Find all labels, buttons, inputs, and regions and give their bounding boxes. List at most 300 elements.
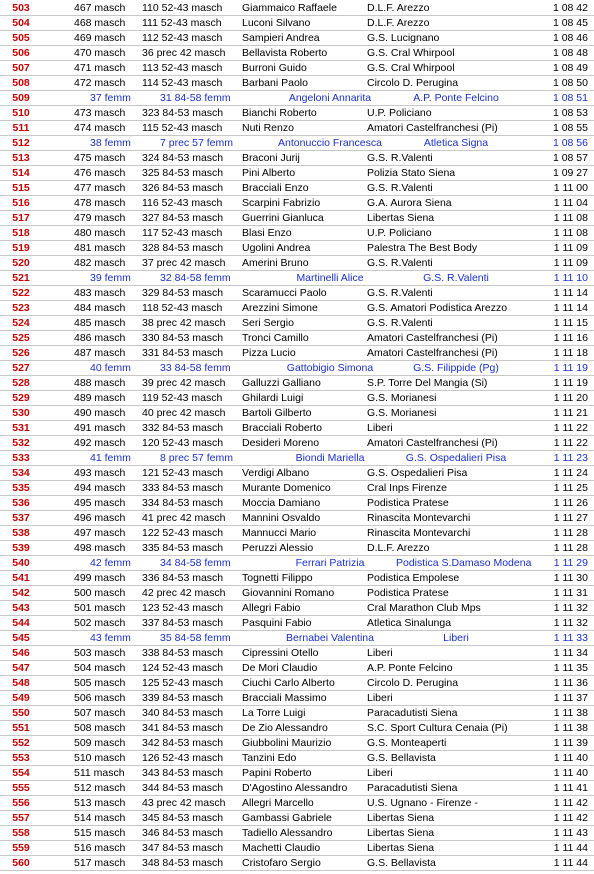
athlete-name-cell: Tognetti Filippo [242,572,313,584]
table-row [0,646,594,661]
overall-rank-cell: 511 masch [74,767,125,779]
club-cell: Cral Marathon Club Mps [367,602,481,614]
table-row [0,736,594,751]
category-rank-cell: 34 84-58 femm [160,557,231,569]
club-cell: G.S. Filippide (Pg) [413,362,499,374]
overall-rank-cell: 517 masch [74,857,126,869]
athlete-name-cell: D'Agostino Alessandro [242,782,348,794]
category-rank-cell: 334 84-53 masch [142,497,224,509]
finish-time-cell: 1 11 34 [553,647,588,659]
position-cell: 555 [12,782,30,794]
overall-rank-cell: 479 masch [74,212,126,224]
athlete-name-cell: Ghilardi Luigi [242,392,304,404]
overall-rank-cell: 472 masch [74,77,126,89]
finish-time-cell: 1 11 32 [553,602,588,614]
table-row [0,766,594,781]
club-cell: Paracadutisti Siena [367,707,458,719]
category-rank-cell: 336 84-53 masch [142,572,224,584]
finish-time-cell: 1 08 51 [552,92,588,104]
club-cell: Liberi [443,632,469,644]
club-cell: U.S. Ugnano - Firenze - [367,797,478,809]
athlete-name-cell: Desideri Moreno [242,437,320,449]
category-rank-cell: 341 84-53 masch [142,722,224,734]
overall-rank-cell: 41 femm [90,452,131,464]
athlete-name-cell: Allegri Marcello [242,797,314,809]
athlete-name-cell: Bianchi Roberto [242,107,317,119]
position-cell: 523 [12,302,30,314]
finish-time-cell: 1 11 39 [553,737,588,749]
athlete-name-cell: Cipressini Otello [242,647,319,659]
athlete-name-cell: Bernabei Valentina [286,632,374,644]
overall-rank-cell: 483 masch [74,287,126,299]
category-rank-cell: 38 prec 42 masch [142,317,226,329]
athlete-name-cell: Giubbolini Maurizio [242,737,332,749]
position-cell: 533 [12,452,30,464]
category-rank-cell: 125 52-43 masch [142,677,224,689]
category-rank-cell: 110 52-43 masch [142,2,223,14]
overall-rank-cell: 486 masch [74,332,126,344]
finish-time-cell: 1 11 42 [553,797,588,809]
athlete-name-cell: Tronci Camillo [242,332,309,344]
overall-rank-cell: 473 masch [74,107,126,119]
table-row [0,616,594,631]
athlete-name-cell: Bellavista Roberto [242,47,328,59]
category-rank-cell: 326 84-53 masch [142,182,224,194]
finish-time-cell: 1 11 04 [553,197,588,209]
table-row [0,421,594,436]
athlete-name-cell: Scarpini Fabrizio [242,197,321,209]
table-row [0,211,594,226]
category-rank-cell: 339 84-53 masch [142,692,224,704]
finish-time-cell: 1 11 40 [553,752,588,764]
category-rank-cell: 327 84-53 masch [142,212,224,224]
finish-time-cell: 1 11 21 [553,407,588,419]
finish-time-cell: 1 11 33 [553,632,588,644]
finish-time-cell: 1 11 19 [553,377,588,389]
table-row [0,556,594,571]
overall-rank-cell: 504 masch [74,662,126,674]
athlete-name-cell: Braconi Jurij [242,152,300,164]
overall-rank-cell: 497 masch [74,527,126,539]
overall-rank-cell: 506 masch [74,692,126,704]
category-rank-cell: 333 84-53 masch [142,482,224,494]
athlete-name-cell: De Mori Claudio [242,662,318,674]
finish-time-cell: 1 11 35 [553,662,588,674]
category-rank-cell: 323 84-53 masch [142,107,224,119]
position-cell: 512 [12,137,30,149]
athlete-name-cell: Ferrari Patrizia [295,557,365,569]
position-cell: 518 [12,227,30,239]
position-cell: 525 [12,332,30,344]
category-rank-cell: 348 84-53 masch [142,857,224,869]
position-cell: 546 [12,647,30,659]
category-rank-cell: 37 prec 42 masch [142,257,226,269]
club-cell: Amatori Castelfranchesi (Pi) [367,347,498,359]
finish-time-cell: 1 11 20 [553,392,588,404]
finish-time-cell: 1 11 38 [553,707,588,719]
club-cell: U.P. Policiano [367,227,432,239]
overall-rank-cell: 482 masch [74,257,126,269]
athlete-name-cell: Barbani Paolo [242,77,308,89]
finish-time-cell: 1 08 53 [552,107,588,119]
club-cell: Amatori Castelfranchesi (Pi) [367,437,498,449]
finish-time-cell: 1 08 46 [552,32,588,44]
athlete-name-cell: Moccia Damiano [242,497,321,509]
table-row [0,676,594,691]
finish-time-cell: 1 08 45 [552,17,588,29]
athlete-name-cell: Gattobigio Simona [286,362,374,374]
category-rank-cell: 119 52-43 masch [142,392,223,404]
athlete-name-cell: Peruzzi Alessio [242,542,314,554]
position-cell: 522 [12,287,30,299]
position-cell: 526 [12,347,30,359]
table-row [0,346,594,361]
finish-time-cell: 1 11 19 [553,362,588,374]
category-rank-cell: 346 84-53 masch [142,827,224,839]
category-rank-cell: 114 52-43 masch [142,77,223,89]
position-cell: 521 [12,272,30,284]
overall-rank-cell: 469 masch [74,32,126,44]
club-cell: G.S. Ospedalieri Pisa [367,467,468,479]
position-cell: 542 [12,587,30,599]
category-rank-cell: 39 prec 42 masch [142,377,226,389]
club-cell: Rinascita Montevarchi [367,512,471,524]
overall-rank-cell: 491 masch [74,422,126,434]
overall-rank-cell: 489 masch [74,392,126,404]
overall-rank-cell: 478 masch [74,197,126,209]
category-rank-cell: 8 prec 57 femm [160,452,233,464]
athlete-name-cell: Bartoli Gilberto [242,407,312,419]
club-cell: Podistica Pratese [367,587,449,599]
finish-time-cell: 1 11 08 [553,227,588,239]
athlete-name-cell: Murante Domenico [242,482,331,494]
athlete-name-cell: Amerini Bruno [242,257,309,269]
table-row [0,481,594,496]
club-cell: S.P. Torre Del Mangia (Si) [367,377,488,389]
category-rank-cell: 325 84-53 masch [142,167,224,179]
table-row [0,751,594,766]
athlete-name-cell: Machetti Claudio [242,842,321,854]
finish-time-cell: 1 11 42 [553,812,588,824]
club-cell: Paracadutisti Siena [367,782,458,794]
club-cell: G.S. Cral Whirpool [367,47,455,59]
athlete-name-cell: Pizza Lucio [242,347,296,359]
club-cell: G.S. Cral Whirpool [367,62,455,74]
athlete-name-cell: Giammaico Raffaele [242,2,337,14]
athlete-name-cell: Ciuchi Carlo Alberto [242,677,335,689]
category-rank-cell: 113 52-43 masch [142,62,223,74]
category-rank-cell: 337 84-53 masch [142,617,224,629]
finish-time-cell: 1 11 25 [553,482,588,494]
position-cell: 510 [12,107,30,119]
table-row [0,1,594,16]
category-rank-cell: 116 52-43 masch [142,197,223,209]
athlete-name-cell: Antonuccio Francesca [278,137,382,149]
athlete-name-cell: Pasquini Fabio [242,617,312,629]
club-cell: G.S. Ospedalieri Pisa [405,452,507,464]
finish-time-cell: 1 11 15 [553,317,588,329]
finish-time-cell: 1 11 36 [553,677,588,689]
table-row [0,91,594,106]
athlete-name-cell: Tadiello Alessandro [242,827,333,839]
overall-rank-cell: 494 masch [74,482,126,494]
finish-time-cell: 1 11 22 [553,437,588,449]
table-row [0,196,594,211]
club-cell: Liberi [367,422,393,434]
finish-time-cell: 1 11 22 [553,422,588,434]
finish-time-cell: 1 11 37 [553,692,588,704]
club-cell: G.S. Bellavista [367,752,436,764]
position-cell: 507 [12,62,30,74]
table-row [0,181,594,196]
table-row [0,151,594,166]
club-cell: G.A. Aurora Siena [367,197,452,209]
table-row [0,586,594,601]
finish-time-cell: 1 11 44 [553,857,588,869]
category-rank-cell: 31 84-58 femm [160,92,231,104]
table-row [0,376,594,391]
club-cell: Podistica Empolese [367,572,460,584]
finish-time-cell: 1 11 16 [553,332,588,344]
category-rank-cell: 343 84-53 masch [142,767,224,779]
overall-rank-cell: 477 masch [74,182,126,194]
category-rank-cell: 117 52-43 masch [142,227,223,239]
club-cell: G.S. R.Valenti [367,182,433,194]
table-row [0,106,594,121]
club-cell: U.P. Policiano [367,107,432,119]
position-cell: 556 [12,797,30,809]
club-cell: Palestra The Best Body [367,242,478,254]
category-rank-cell: 42 prec 42 masch [142,587,226,599]
table-row [0,241,594,256]
club-cell: Libertas Siena [367,842,435,854]
position-cell: 529 [12,392,30,404]
overall-rank-cell: 475 masch [74,152,126,164]
club-cell: Rinascita Montevarchi [367,527,471,539]
position-cell: 554 [12,767,30,779]
finish-time-cell: 1 11 44 [553,842,588,854]
table-row [0,496,594,511]
category-rank-cell: 43 prec 42 masch [142,797,226,809]
overall-rank-cell: 503 masch [74,647,126,659]
overall-rank-cell: 492 masch [74,437,126,449]
athlete-name-cell: Bracciali Roberto [242,422,322,434]
position-cell: 506 [12,47,30,59]
finish-time-cell: 1 11 28 [553,527,588,539]
category-rank-cell: 118 52-43 masch [142,302,223,314]
table-row [0,601,594,616]
table-row [0,796,594,811]
club-cell: Podistica S.Damaso Modena [396,557,532,569]
overall-rank-cell: 502 masch [74,617,126,629]
finish-time-cell: 1 11 14 [553,287,588,299]
table-row [0,511,594,526]
athlete-name-cell: Burroni Guido [242,62,307,74]
finish-time-cell: 1 08 49 [552,62,588,74]
athlete-name-cell: Bracciali Massimo [242,692,327,704]
table-row [0,361,594,376]
position-cell: 504 [12,17,30,29]
overall-rank-cell: 501 masch [74,602,126,614]
category-rank-cell: 324 84-53 masch [142,152,224,164]
category-rank-cell: 338 84-53 masch [142,647,224,659]
position-cell: 509 [12,92,30,104]
table-row [0,466,594,481]
position-cell: 505 [12,32,30,44]
category-rank-cell: 40 prec 42 masch [142,407,226,419]
finish-time-cell: 1 11 09 [553,242,588,254]
table-row [0,316,594,331]
table-row [0,271,594,286]
club-cell: G.S. R.Valenti [367,152,433,164]
overall-rank-cell: 516 masch [74,842,126,854]
club-cell: D.L.F. Arezzo [367,2,430,14]
position-cell: 527 [12,362,30,374]
category-rank-cell: 328 84-53 masch [142,242,224,254]
athlete-name-cell: Scaramucci Paolo [242,287,327,299]
club-cell: Atletica Signa [423,137,489,149]
overall-rank-cell: 499 masch [74,572,126,584]
finish-time-cell: 1 08 57 [552,152,588,164]
finish-time-cell: 1 11 40 [553,767,588,779]
category-rank-cell: 332 84-53 masch [142,422,224,434]
position-cell: 559 [12,842,30,854]
category-rank-cell: 126 52-43 masch [142,752,224,764]
category-rank-cell: 33 84-58 femm [160,362,231,374]
athlete-name-cell: Papini Roberto [242,767,312,779]
club-cell: G.S. Bellavista [367,857,436,869]
table-row [0,286,594,301]
overall-rank-cell: 484 masch [74,302,126,314]
overall-rank-cell: 509 masch [74,737,126,749]
club-cell: G.S. Morianesi [367,392,437,404]
category-rank-cell: 344 84-53 masch [142,782,224,794]
table-row [0,526,594,541]
table-row [0,391,594,406]
athlete-name-cell: Mannini Osvaldo [242,512,321,524]
athlete-name-cell: Seri Sergio [242,317,294,329]
table-row [0,811,594,826]
table-row [0,331,594,346]
category-rank-cell: 124 52-43 masch [142,662,224,674]
category-rank-cell: 36 prec 42 masch [142,47,226,59]
athlete-name-cell: Bracciali Enzo [242,182,309,194]
finish-time-cell: 1 11 41 [553,782,588,794]
overall-rank-cell: 498 masch [74,542,126,554]
overall-rank-cell: 40 femm [90,362,131,374]
position-cell: 547 [12,662,30,674]
athlete-name-cell: Luconi Silvano [242,17,311,29]
category-rank-cell: 347 84-53 masch [142,842,224,854]
position-cell: 537 [12,512,30,524]
finish-time-cell: 1 11 27 [553,512,588,524]
club-cell: Amatori Castelfranchesi (Pi) [367,122,498,134]
club-cell: Atletica Sinalunga [367,617,452,629]
overall-rank-cell: 515 masch [74,827,126,839]
position-cell: 545 [12,632,30,644]
category-rank-cell: 32 84-58 femm [160,272,231,284]
position-cell: 520 [12,257,30,269]
athlete-name-cell: Martinelli Alice [296,272,364,284]
table-row [0,121,594,136]
club-cell: Circolo D. Perugina [367,77,459,89]
position-cell: 535 [12,482,30,494]
position-cell: 531 [12,422,30,434]
overall-rank-cell: 490 masch [74,407,126,419]
club-cell: Libertas Siena [367,812,435,824]
table-row [0,691,594,706]
overall-rank-cell: 38 femm [90,137,131,149]
table-row [0,571,594,586]
finish-time-cell: 1 08 42 [552,2,588,14]
position-cell: 543 [12,602,30,614]
athlete-name-cell: De Zio Alessandro [242,722,328,734]
position-cell: 511 [12,122,30,134]
table-row [0,541,594,556]
athlete-name-cell: Giovannini Romano [242,587,335,599]
table-row [0,136,594,151]
club-cell: Libertas Siena [367,212,435,224]
finish-time-cell: 1 11 23 [553,452,588,464]
club-cell: G.S. Lucignano [367,32,440,44]
club-cell: D.L.F. Arezzo [367,542,430,554]
table-row [0,16,594,31]
club-cell: G.S. Morianesi [367,407,437,419]
club-cell: Circolo D. Perugina [367,677,459,689]
overall-rank-cell: 37 femm [90,92,131,104]
overall-rank-cell: 470 masch [74,47,126,59]
athlete-name-cell: Angeloni Annarita [288,92,372,104]
table-row [0,856,594,871]
table-row [0,406,594,421]
overall-rank-cell: 39 femm [90,272,131,284]
category-rank-cell: 342 84-53 masch [142,737,224,749]
table-row [0,661,594,676]
athlete-name-cell: Allegri Fabio [242,602,301,614]
position-cell: 508 [12,77,30,89]
position-cell: 503 [12,2,30,14]
category-rank-cell: 330 84-53 masch [142,332,224,344]
position-cell: 560 [12,857,30,869]
club-cell: Liberi [367,767,393,779]
finish-time-cell: 1 11 28 [553,542,588,554]
position-cell: 549 [12,692,30,704]
overall-rank-cell: 496 masch [74,512,126,524]
table-row [0,781,594,796]
finish-time-cell: 1 08 50 [552,77,588,89]
club-cell: G.S. R.Valenti [367,317,433,329]
athlete-name-cell: Cristofaro Sergio [242,857,321,869]
overall-rank-cell: 467 masch [74,2,126,14]
category-rank-cell: 115 52-43 masch [142,122,223,134]
table-row [0,631,594,646]
table-row [0,46,594,61]
athlete-name-cell: Galluzzi Galliano [242,377,321,389]
athlete-name-cell: Guerrini Gianluca [242,212,324,224]
athlete-name-cell: Sampieri Andrea [242,32,320,44]
category-rank-cell: 340 84-53 masch [142,707,224,719]
athlete-name-cell: Gambassi Gabriele [242,812,332,824]
category-rank-cell: 329 84-53 masch [142,287,224,299]
overall-rank-cell: 476 masch [74,167,126,179]
table-row [0,841,594,856]
club-cell: Polizia Stato Siena [367,167,456,179]
table-row [0,436,594,451]
overall-rank-cell: 493 masch [74,467,126,479]
overall-rank-cell: 485 masch [74,317,126,329]
category-rank-cell: 35 84-58 femm [160,632,231,644]
table-row [0,61,594,76]
